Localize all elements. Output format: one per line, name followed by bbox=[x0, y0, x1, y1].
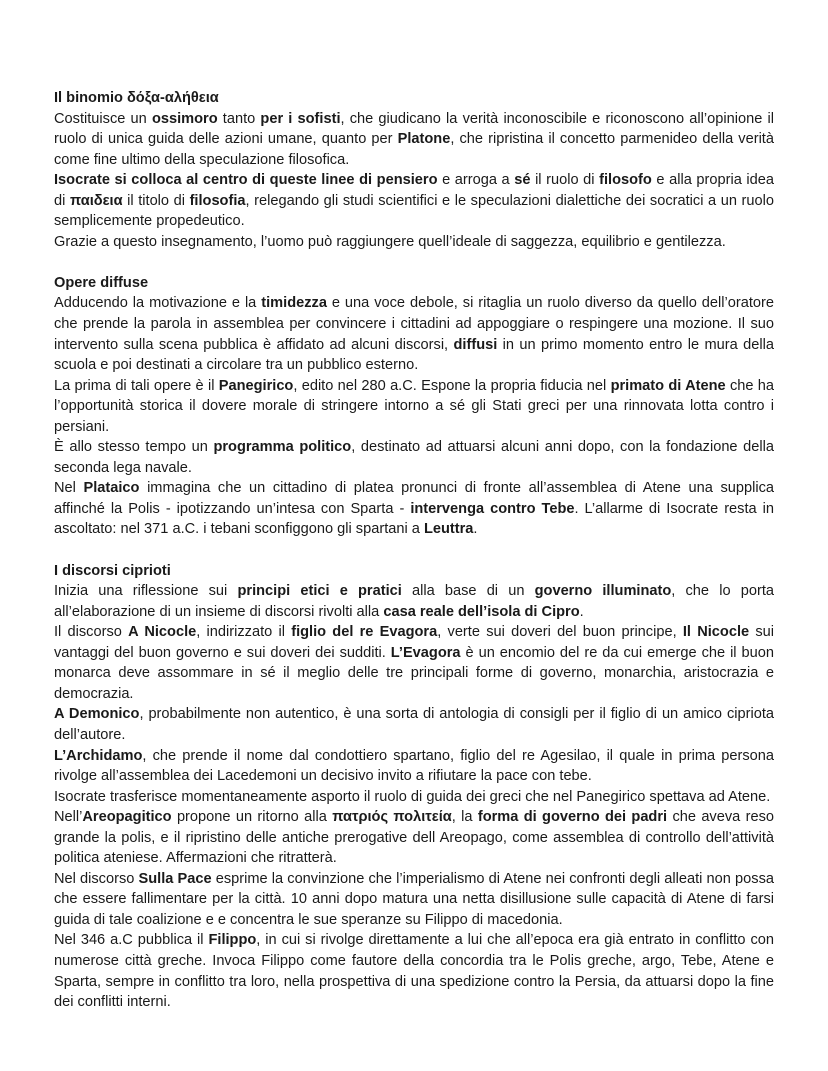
bold-term: L’Archidamo bbox=[54, 747, 143, 764]
text-run: Isocrate trasferisce momentaneamente asporto il ruolo di guida dei greci che nel Panegirico spettava ad Atene. bbox=[54, 788, 771, 805]
bold-term: Platone bbox=[397, 131, 451, 148]
bold-term: intervenga contro Tebe bbox=[410, 500, 575, 517]
bold-term: Il Nicocle bbox=[682, 624, 750, 641]
paragraph bbox=[54, 232, 774, 253]
bold-term: programma politico bbox=[213, 439, 352, 456]
bold-term: Leuttra bbox=[423, 521, 474, 538]
section-heading: I discorsi ciprioti bbox=[54, 562, 171, 579]
text-run: , verte sui doveri del buon principe, bbox=[437, 624, 683, 641]
bold-term: ossimoro bbox=[151, 110, 218, 127]
paragraph bbox=[54, 704, 774, 745]
section-heading: Il binomio δόξα-αλήθεια bbox=[54, 90, 219, 106]
text-run: che aveva reso grande la polis, e il ripristino delle antiche prerogative dell Areopago, come assemblea di controllo dell’attività politica ateniese. Affermazioni che ritratterà. bbox=[54, 809, 774, 867]
section-discorsi-ciprioti bbox=[54, 561, 774, 1013]
text-run: il titolo di bbox=[122, 192, 190, 209]
text-run: Nell’ bbox=[54, 809, 83, 826]
text-run: È allo stesso tempo un bbox=[54, 439, 214, 456]
paragraph bbox=[54, 478, 774, 540]
text-run: e alla propria idea di bbox=[54, 172, 774, 209]
paragraph bbox=[54, 170, 774, 232]
text-run: , che giudicano la verità inconoscibile e riconoscono all’opinione il ruolo di unica guida delle azioni umane, quanto per bbox=[54, 110, 774, 148]
paragraph bbox=[54, 376, 774, 438]
paragraph bbox=[54, 869, 774, 931]
text-run: , edito nel 280 a.C. Espone la propria fiducia nel bbox=[293, 377, 611, 394]
bold-term: παιδεια bbox=[69, 192, 123, 209]
paragraph bbox=[54, 930, 774, 1012]
text-run: Grazie a questo insegnamento, l’uomo può raggiungere quell’ideale di saggezza, equilibrio e gentilezza. bbox=[54, 233, 726, 250]
text-run: Il discorso bbox=[54, 624, 129, 641]
bold-term: Plataico bbox=[83, 480, 140, 497]
text-run: Costituisce un bbox=[54, 110, 152, 127]
text-run: alla base di un bbox=[401, 583, 535, 600]
paragraph bbox=[54, 293, 774, 375]
text-run: in un primo momento entro le mura della scuola e poi destinati a circolare tra un pubblico esterno. bbox=[54, 336, 774, 374]
bold-term: Areopagitico bbox=[82, 809, 172, 826]
bold-term: forma di governo dei padri bbox=[477, 809, 668, 826]
text-run: che ha l’opportunità storica il dovere morale di stringere intorno a sé gli Stati greci per una rinnovata lotta contro i persiani. bbox=[54, 377, 775, 435]
text-run: , che lo porta all’elaborazione di un insieme di discorsi rivolti alla bbox=[54, 583, 774, 620]
text-run: . bbox=[579, 603, 584, 620]
paragraph bbox=[54, 109, 774, 171]
text-run: . L’allarme di Isocrate resta in ascoltato: nel 371 a.C. i tebani sconfiggono gli spartani a bbox=[54, 500, 774, 538]
bold-term: πατριός πολιτεία bbox=[332, 809, 452, 826]
bold-term: casa reale dell’isola di Cipro bbox=[383, 603, 580, 620]
text-run: e arroga a bbox=[437, 172, 515, 189]
section-heading: Opere diffuse bbox=[54, 274, 149, 291]
bold-term: figlio del re Evagora bbox=[291, 624, 438, 641]
text-run: , probabilmente non autentico, è una sorta di antologia di consigli per il figlio di un amico cipriota dell’autore. bbox=[54, 706, 774, 743]
text-run: . bbox=[473, 521, 478, 538]
text-run: La prima di tali opere è il bbox=[54, 377, 219, 394]
text-run: tanto bbox=[217, 110, 261, 127]
text-run: propone un ritorno alla bbox=[171, 809, 333, 826]
paragraph bbox=[54, 746, 774, 787]
text-run: il ruolo di bbox=[530, 172, 600, 189]
text-run: , destinato ad attuarsi alcuni anni dopo, con la fondazione della seconda lega navale. bbox=[54, 439, 774, 476]
paragraph bbox=[54, 437, 774, 478]
paragraph bbox=[54, 807, 774, 869]
paragraph bbox=[54, 581, 774, 622]
text-run: , indirizzato il bbox=[196, 624, 292, 641]
bold-term: Sulla Pace bbox=[138, 870, 212, 887]
document-page bbox=[54, 88, 774, 1013]
bold-term: Panegirico bbox=[218, 377, 294, 394]
bold-term: A Demonico bbox=[54, 706, 140, 723]
text-run: è un encomio del re da cui emerge che il buon monarca deve assommare in sé il meglio delle tre principali forme di governo, monarchia, aristocrazia e democrazia. bbox=[54, 644, 774, 702]
text-run: , in cui si rivolge direttamente a lui che all’epoca era già entrato in conflitto con numerose città greche. Invoca Filippo come fautore della concordia tra le Polis greche, argo, Tebe, Atene e Sparta, sempre in conflitto tra loro, nella prospettiva di una spedizione contro la Persia, da attuarsi dopo la fine dei conflitti interni. bbox=[54, 932, 775, 1011]
paragraph bbox=[54, 622, 774, 704]
paragraph bbox=[54, 787, 774, 808]
bold-term: timidezza bbox=[261, 295, 327, 312]
text-run: e una voce debole, si ritaglia un ruolo diverso da quello dell’oratore che prende la parola in assemblea per convincere i cittadini ad appoggiare o respingere una mozione. Il suo intervento sulla scena pubblica è affidato ad alcuni discorsi, bbox=[54, 295, 775, 353]
bold-term: governo illuminato bbox=[534, 583, 672, 600]
section-opere-diffuse bbox=[54, 273, 774, 540]
bold-term: primato di Atene bbox=[610, 377, 726, 394]
bold-term: L’Evagora bbox=[390, 644, 461, 661]
text-run: immagina che un cittadino di platea pronunci di fronte all’assemblea di Atene una supplica affinché la Polis - ipotizzando un’intesa con Sparta - bbox=[54, 480, 774, 517]
bold-term: principi etici e pratici bbox=[237, 583, 402, 600]
text-run: , la bbox=[451, 809, 478, 826]
bold-term: A Nicocle bbox=[128, 624, 197, 641]
text-run: , relegando gli studi scientifici e le speculazioni dialettiche dei socratici a un ruolo semplicemente propedeutico. bbox=[54, 192, 774, 230]
text-run: sui vantaggi del buon governo e sui doveri dei sudditi. bbox=[54, 624, 775, 661]
text-run: Adducendo la motivazione e la bbox=[54, 295, 262, 312]
text-run: Nel discorso bbox=[54, 870, 139, 887]
text-run: , che prende il nome dal condottiero spartano, figlio del re Agesilao, il quale in prima persona rivolge all’assemblea dei Lacedemoni un decisivo invito a rifiutare la pace con tebe. bbox=[54, 747, 774, 785]
bold-term: sé bbox=[514, 172, 531, 189]
section-binomio bbox=[54, 88, 774, 252]
bold-term: diffusi bbox=[453, 336, 498, 353]
bold-term: Isocrate si colloca al centro di queste linee di pensiero bbox=[54, 172, 438, 189]
text-run: Inizia una riflessione sui bbox=[54, 583, 238, 600]
bold-term: Filippo bbox=[208, 932, 257, 949]
text-run: Nel 346 a.C pubblica il bbox=[54, 932, 209, 949]
bold-term: per i sofisti bbox=[260, 110, 341, 127]
text-run: , che ripristina il concetto parmenideo della verità come fine ultimo della speculazione filosofica. bbox=[54, 131, 774, 168]
text-run: esprime la convinzione che l’imperialismo di Atene nei confronti degli alleati non possa che essere fallimentare per la città. 10 anni dopo matura una netta disillusione sulle capacità di Atene di farsi guida di tale coalizione e e concentra le sue speranze su Filippo di macedonia. bbox=[54, 870, 774, 928]
text-run: Nel bbox=[54, 480, 84, 497]
bold-term: filosofia bbox=[189, 192, 246, 209]
bold-term: filosofo bbox=[599, 172, 652, 189]
